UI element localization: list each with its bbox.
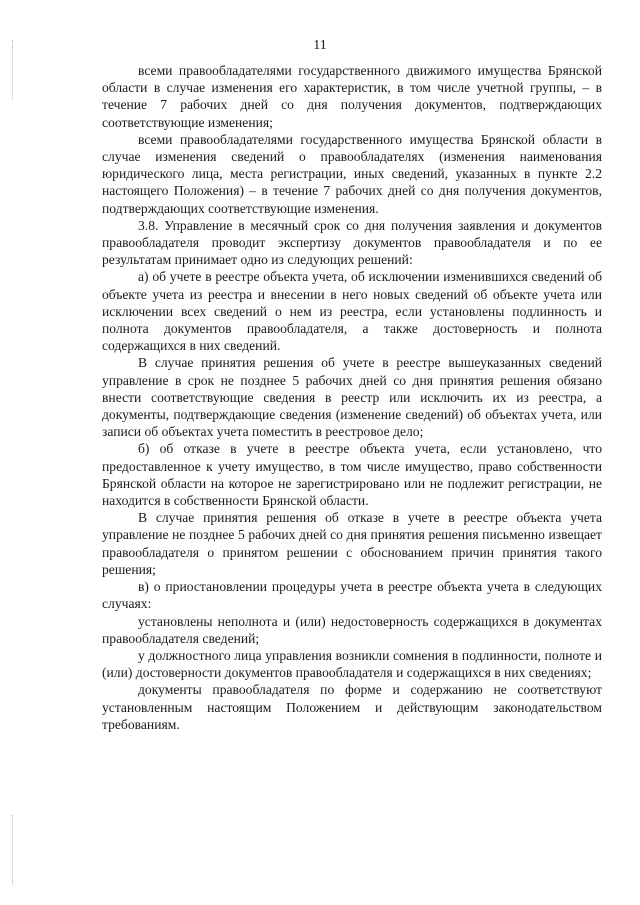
paragraph-b: б) об отказе в учете в реестре объекта учета, если установлено, что предоставленное к учету имущество, в том числе имущество, право собственности Брянской области на которое не зарегистрировано или не подлежит регистрации, не находится в собственности Брянской области. <box>102 441 602 509</box>
paragraph-1: всеми правообладателями государственного движимого имущества Брянской области в случае изменения его характеристик, в том числе учетной группы, – в течение 7 рабочих дней со дня получения документов, подтверждающих соответствующие изменения; <box>102 63 602 130</box>
paragraph-b-decision: В случае принятия решения об отказе в учете в реестре объекта учета управление не позднее 5 рабочих дней со дня принятия решения письменно извещает правообладателя о принятом решении с обоснованием причин принятия такого решения; <box>102 510 602 577</box>
paragraph-c-case-2: у должностного лица управления возникли сомнения в подлинности, полноте и (или) достоверности документов правообладателя и содержащихся в них сведениях; <box>102 647 602 681</box>
paragraph-c: в) о приостановлении процедуры учета в реестре объекта учета в следующих случаях: <box>102 579 602 612</box>
page-number: 11 <box>313 38 327 53</box>
document-body <box>102 62 602 733</box>
paragraph-c-case-3: документы правообладателя по форме и содержанию не соответствуют установленным настоящим Положением и действующим законодательством требованиям. <box>102 682 602 732</box>
margin-dotted-line-bottom <box>12 815 15 885</box>
paragraph-a-decision: В случае принятия решения об учете в реестре вышеуказанных сведений управление в срок не позднее 5 рабочих дней со дня принятия решения обязано внести соответствующие сведения в реестр или исключить их из реестра, а документы, подтверждающие сведения (изменение сведений) об объектах учета, или записи об объектах учета поместить в реестровое дело; <box>102 355 602 440</box>
paragraph-a: а) об учете в реестре объекта учета, об исключении изменившихся сведений об объекте учета из реестра и внесении в него новых сведений об объекте учета или исключении всех сведений о нем из реестра, если установлены подлинность и полнота документов правообладателя, а также достоверность и полнота содержащихся в них сведений. <box>102 269 602 354</box>
paragraph-c-case-1: установлены неполнота и (или) недостоверность содержащихся в документах правообладателя сведений; <box>102 613 602 646</box>
paragraph-3-8: 3.8. Управление в месячный срок со дня получения заявления и документов правообладателя проводит экспертизу документов правообладателя и по ее результатам принимает одно из следующих решений: <box>102 217 602 268</box>
paragraph-2: всеми правообладателями государственного имущества Брянской области в случае изменения сведений о правообладателях (изменения наименования юридического лица, места регистрации, иных сведений, указанных в пункте 2.2 настоящего Положения) – в течение 7 рабочих дней со дня получения документов, подтверждающих соответствующие изменения. <box>102 131 602 216</box>
